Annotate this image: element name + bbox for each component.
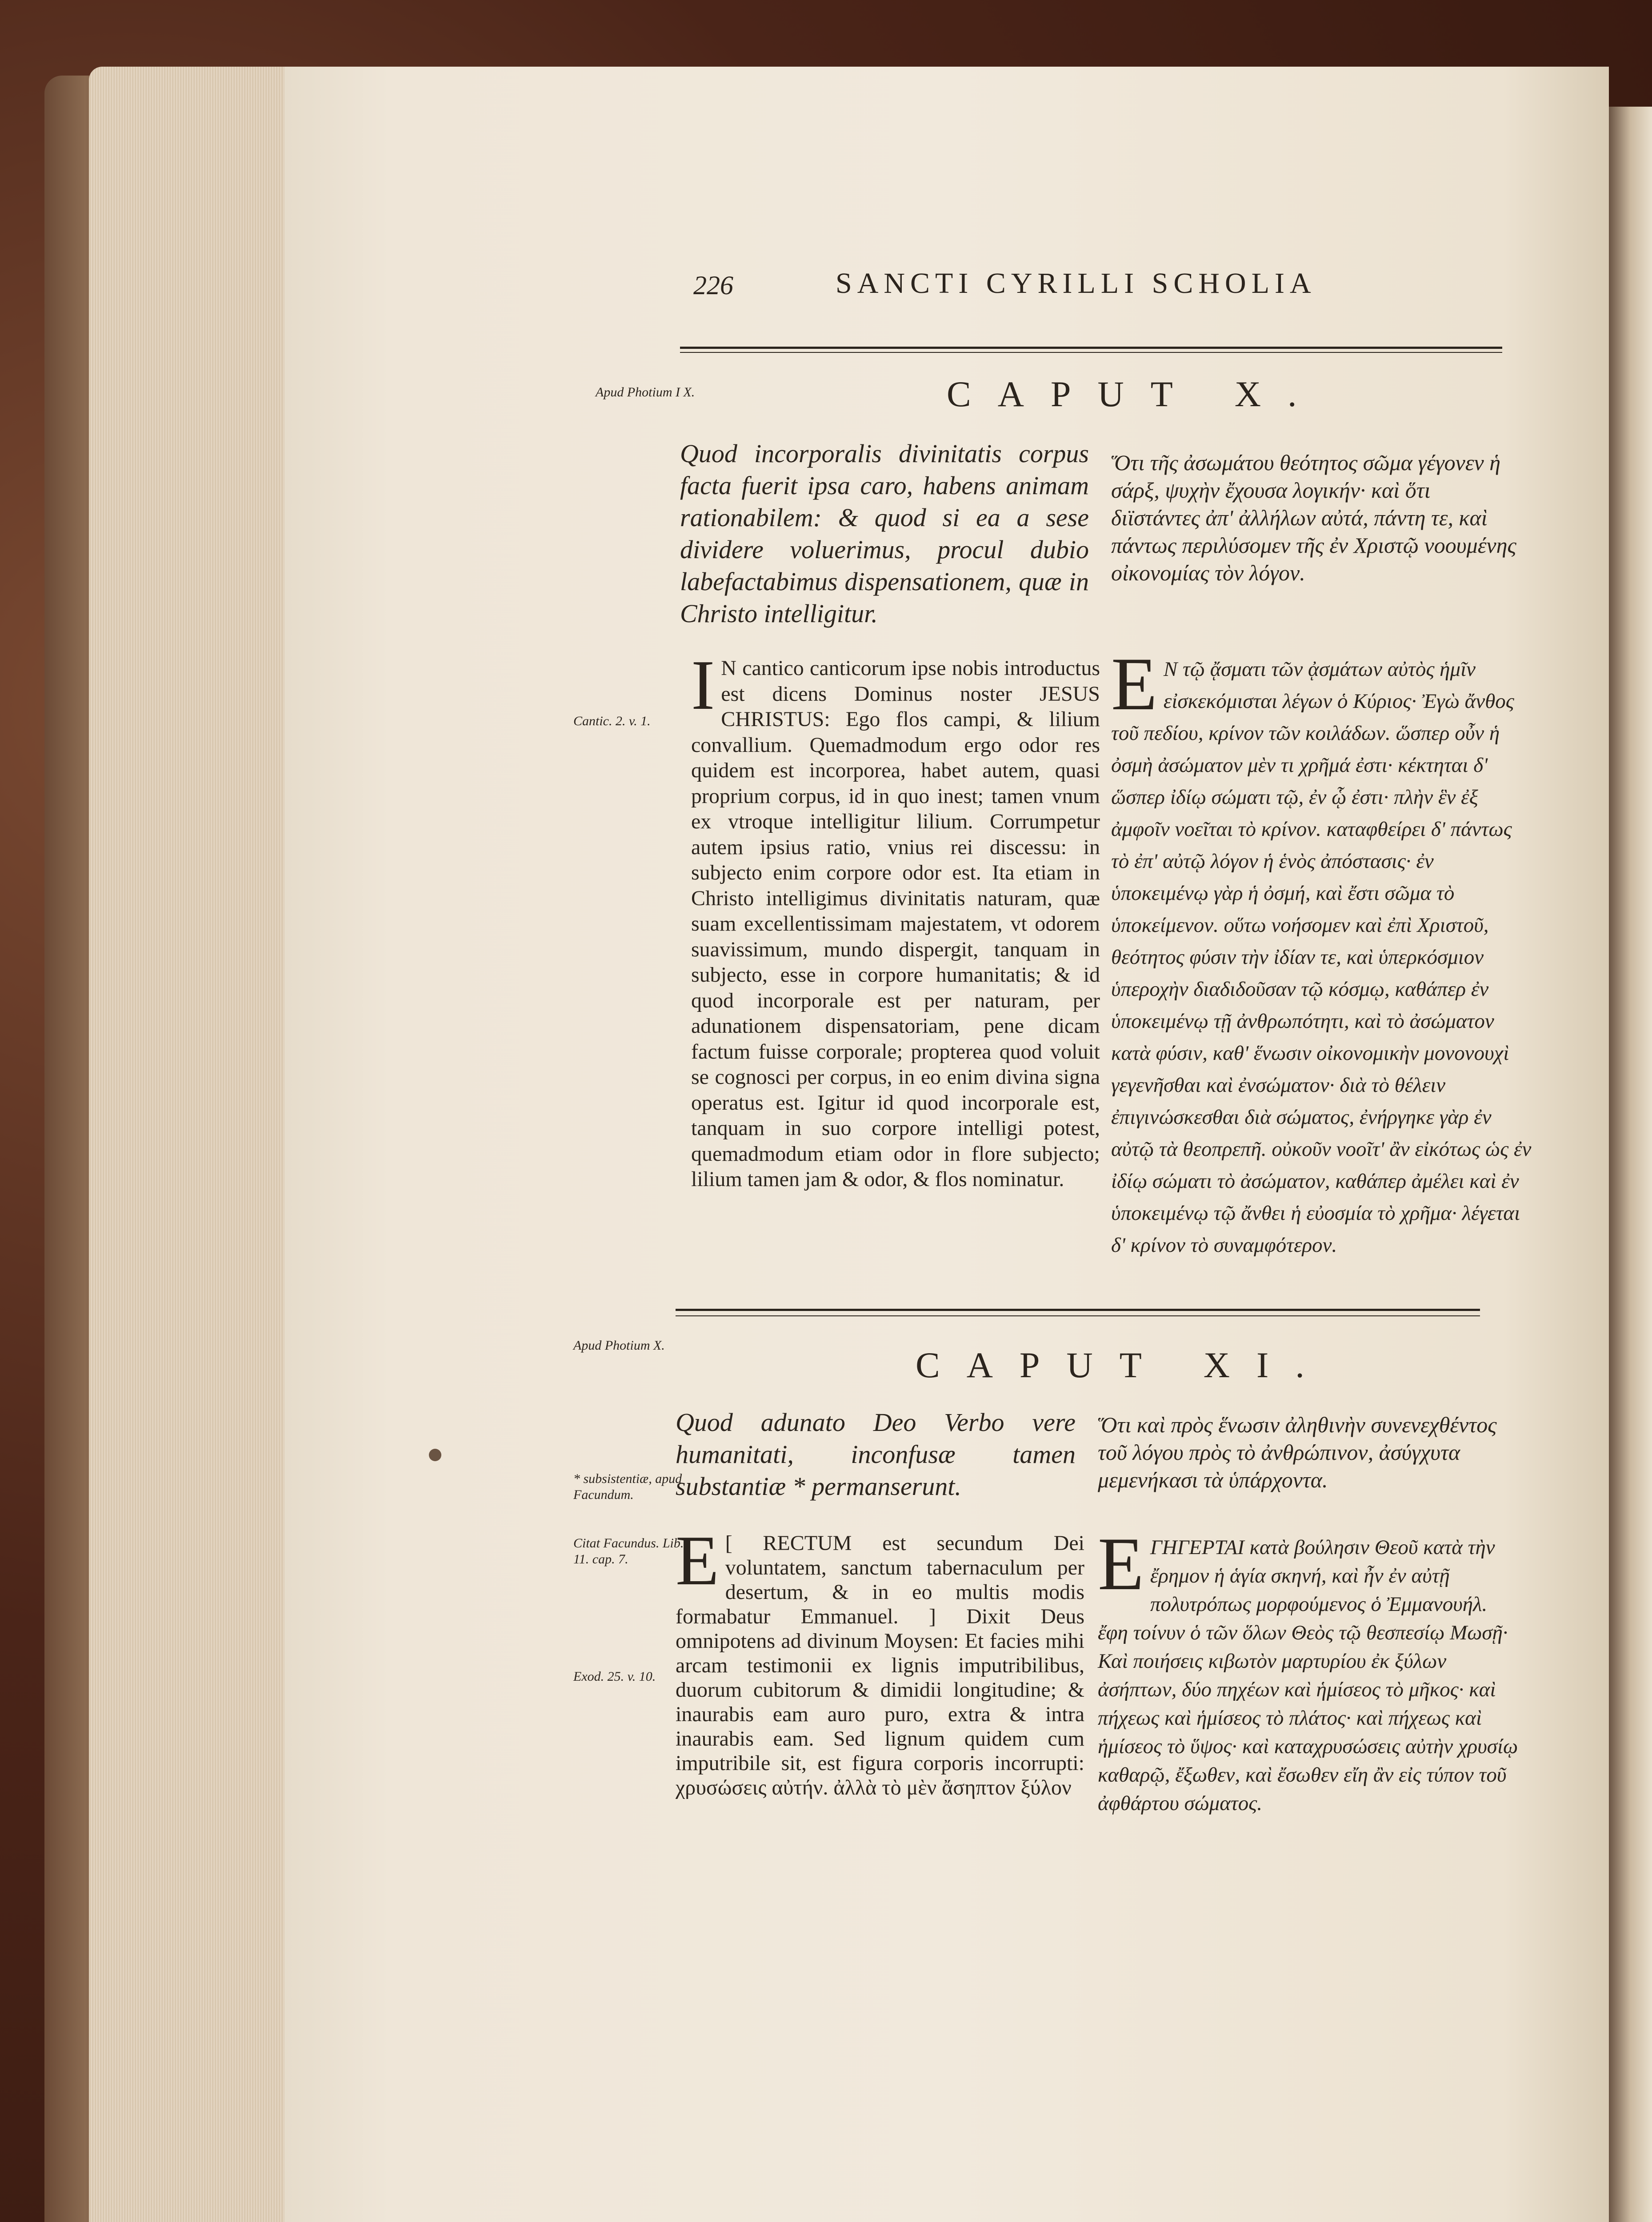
latin-text: N cantico canticorum ipse nobis introductus est dicens Dominus noster JESUS CHRISTUS: Ego flos campi, & lilium convallium. Quemadmodum ergo odor res quidem est incorporea, habet autem, quasi proprium corpus, id in quo inest; tamen vnum ex vtroque intelligitur lilium. Corrumpetur autem ipsius ratio, vnius rei discessu: in subjecto enim corpore odor est. Ita etiam in Christo intelligimus divinitatis naturam, quæ suam excellentissimam majestatem, vt odorem suavissimum, mundo dispergit, tanquam in subjecto, esse in corpore humanitatis; & id quod incorporale est per naturam, per adunationem dispensatoriam, pene dicam factum fuisse corporale; propterea quod voluit se cognosci per corpus, in eo enim divina signa operatus est. Igitur id quod incorporale est, tanquam in suo corpore intelligi potest, quemadmodum etiam odor in flore subjecto; lilium tamen jam & odor, & flos nominatur. <box>691 656 1100 1191</box>
page-number: 226 <box>693 271 733 300</box>
chapter-separator <box>676 1309 1480 1311</box>
chapter-heading-xi: CAPUT XI. <box>916 1345 1331 1385</box>
latin-text-xi: [ RECTUM est secundum Dei voluntatem, sanctum tabernaculum per desertum, & in eo multis modis formabatur Emmanuel. ] Dixit Deus omnipotens ad divinum Moysen: Et facies mihi arcam testimonii ex lignis imputribilibus, duorum cubitorum & dimidii longitudine; & inaurabis eam auro puro, extra & intra inaurabis eam. Sed lignum quidem cum imputribile sit, est figura corporis incorrupti: χρυσώσεις αὐτήν. ἀλλὰ τὸ μὲν ἄσηπτον ξύλον <box>676 1531 1084 1799</box>
greek-dropcap: Ε <box>1111 642 1157 726</box>
chapter-x-latin-title: Quod incorporalis divinitatis corpus facta fuerit ipsa caro, habens animam rationabilem: & quod si ea a sese dividere voluerimus, procul dubio labefactabimus dispensationem, quæ in Christo intelligitur. <box>680 439 1089 628</box>
latin-dropcap-xi: E <box>676 1521 719 1600</box>
chapter-xi-latin-body <box>676 1521 1084 1800</box>
greek-text-xi: ΓΗΓΕΡΤΑΙ κατὰ βούλησιν Θεοῦ κατὰ τὴν ἔρημον ἡ ἁγία σκηνή, καὶ ἦν ἐν αὐτῇ πολυτρόπως μορφούμενος ὁ Ἐμμανουήλ. ἔφη τοίνυν ὁ τῶν ὅλων Θεὸς τῷ θεσπεσίῳ Μωσῇ· Καὶ ποιήσεις κιβωτὸν μαρτυρίου ἐκ ξύλων ἀσήπτων, δύο πηχέων καὶ ἡμίσεος τὸ μῆκος· καὶ πήχεως καὶ ἡμίσεος τὸ πλάτος· καὶ πήχεως καὶ ἡμίσεος τὸ ὕψος· καὶ καταχρυσώσεις αὐτὴν χρυσίῳ καθαρῷ, ἔξωθεν, καὶ ἔσωθεν εἴη ἂν εἰς τύπον τοῦ ἀφθάρτου σώματος. <box>1098 1536 1518 1815</box>
margin-cite-xi: Citat Facundus. Lib. 11. cap. 7. <box>573 1536 684 1567</box>
greek-dropcap-xi: Ε <box>1098 1522 1144 1606</box>
chapter-x-latin-body <box>691 645 1100 1192</box>
paper-stain <box>429 1449 441 1461</box>
margin-note-xi: * subsistentiæ, apud Facundum. <box>573 1471 682 1502</box>
margin-ref-xi: Exod. 25. v. 10. <box>573 1669 656 1684</box>
chapter-xi-greek-title: Ὅτι καὶ πρὸς ἕνωσιν ἀληθινὴν συνενεχθέντος τοῦ λόγου πρὸς τὸ ἀνθρώπινον, ἀσύγχυτα μεμενήκασι τὰ ὑπάρχοντα. <box>1098 1412 1497 1492</box>
running-title: SANCTI CYRILLI SCHOLIA <box>836 267 1316 300</box>
margin-ref-x: Cantic. 2. v. 1. <box>573 714 651 728</box>
chapter-xi-greek-body <box>1098 1522 1520 1818</box>
chapter-separator-thin <box>676 1315 1480 1316</box>
page-edges <box>89 67 293 2222</box>
latin-dropcap: I <box>691 645 715 724</box>
chapter-x-greek-body <box>1111 642 1533 1261</box>
margin-source-x: Apud Photium I X. <box>596 385 695 400</box>
chapter-x-greek-title: Ὅτι τῆς ἀσωμάτου θεότητος σῶμα γέγονεν ἡ σάρξ, ψυχὴν ἔχουσα λογικήν· καὶ ὅτι διϊστάντες ἀπ' ἀλλήλων αὐτά, πάντη τε, καὶ πάντως περιλύσομεν τῆς ἐν Χριστῷ νοουμένης οἰκονομίας τὸν λόγον. <box>1111 450 1516 585</box>
header-rule <box>680 347 1502 349</box>
margin-source-xi: Apud Photium X. <box>573 1338 665 1353</box>
chapter-xi-latin-title: Quod adunato Deo Verbo vere humanitati, inconfusæ tamen substantiæ * permanserunt. <box>676 1408 1076 1501</box>
header-rule-thin <box>680 352 1502 353</box>
chapter-heading-x: CAPUT X. <box>947 374 1324 414</box>
greek-text: Ν τῷ ᾄσματι τῶν ᾀσμάτων αὐτὸς ἡμῖν εἰσκεκόμισται λέγων ὁ Κύριος· Ἐγὼ ἄνθος τοῦ πεδίου, κρίνον τῶν κοιλάδων. ὥσπερ οὖν ἡ ὀσμὴ ἀσώματον μὲν τι χρῆμά ἐστι· κέκτηται δ' ὥσπερ ἰδίῳ σώματι τῷ, ἐν ᾧ ἐστι· πλὴν ἓν ἐξ ἀμφοῖν νοεῖται τὸ κρίνον. καταφθείρει δ' πάντως τὸ ἐπ' αὐτῷ λόγον ἡ ἑνὸς ἀπόστασις· ἐν ὑποκειμένῳ γὰρ ἡ ὀσμή, καὶ ἔστι σῶμα τὸ ὑποκείμενον. οὕτω νοήσομεν καὶ ἐπὶ Χριστοῦ, θεότητος φύσιν τὴν ἰδίαν τε, καὶ ὑπερκόσμιον ὑπεροχὴν διαδιδοῦσαν τῷ κόσμῳ, καθάπερ ἐν ὑποκειμένῳ τῇ ἀνθρωπότητι, καὶ τὸ ἀσώματον κατὰ φύσιν, καθ' ἕνωσιν οἰκονομικὴν μονονουχὶ γεγενῆσθαι καὶ ἐνσώματον· διὰ τὸ θέλειν ἐπιγινώσκεσθαι διὰ σώματος, ἐνήργηκε γὰρ ἐν αὐτῷ τὰ θεοπρεπῆ. οὐκοῦν νοοῖτ' ἂν εἰκότως ὡς ἐν ἰδίῳ σώματι τὸ ἀσώματον, καθάπερ ἀμέλει καὶ ἐν ὑποκειμένῳ τῷ ἄνθει ἡ εὐοσμία τὸ χρῆμα· λέγεται δ' κρίνον τὸ συναμφότερον. <box>1111 658 1532 1257</box>
facing-page-edge <box>1609 107 1652 2222</box>
